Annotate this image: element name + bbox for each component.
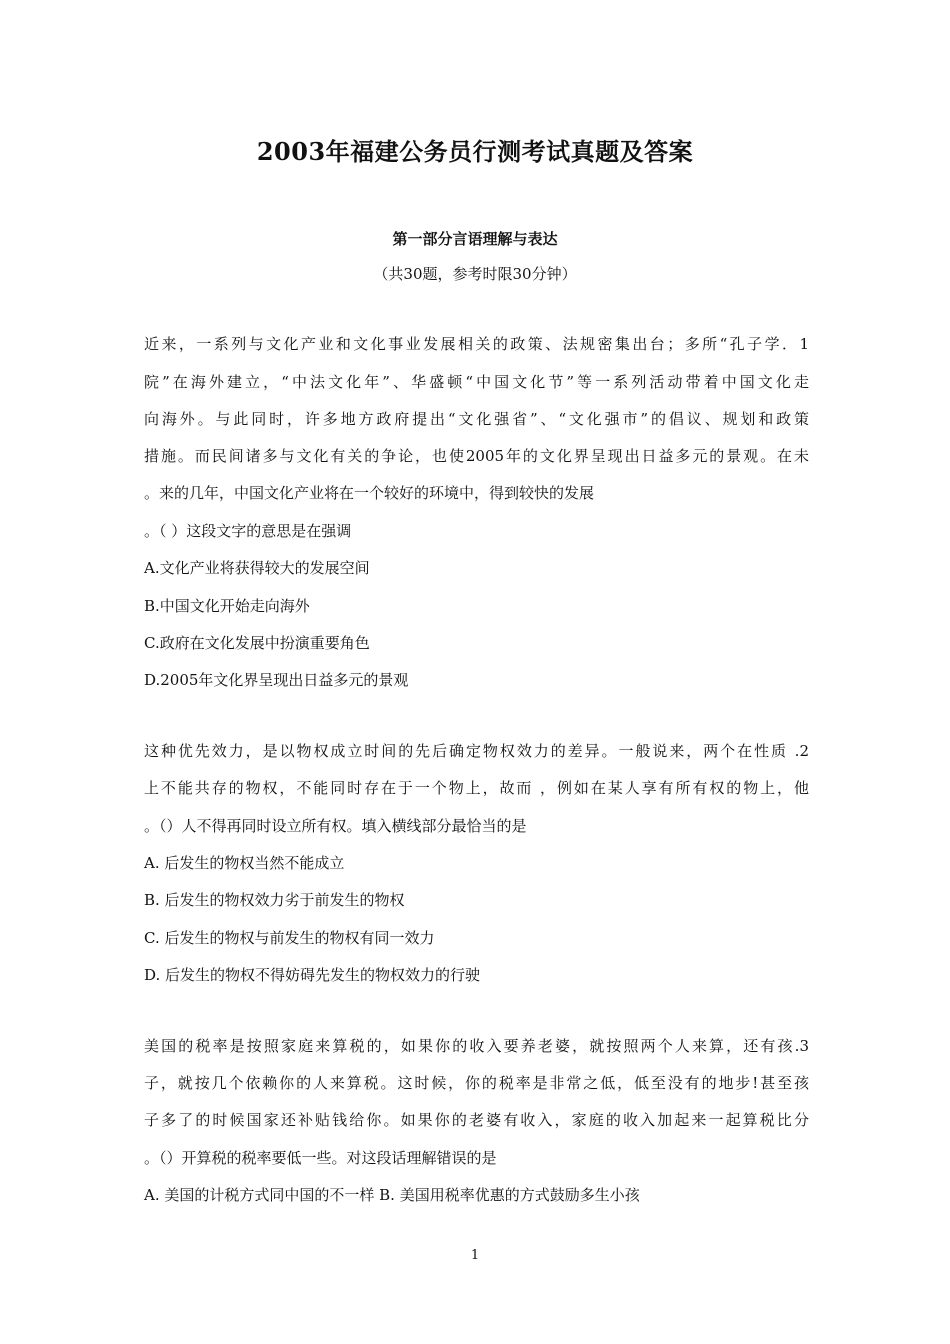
question-2-option-a: A. 后发生的物权当然不能成立 xyxy=(144,854,345,872)
question-2-option-b: B. 后发生的物权效力劣于前发生的物权 xyxy=(144,891,405,909)
question-3-line-4: 。（）开算税的税率要低一些。对这段话理解错误的是 xyxy=(144,1149,497,1167)
question-1-line-1: 近来，一系列与文化产业和文化事业发展相关的政策、法规密集出台；多所“孔子学．1 xyxy=(144,335,809,353)
question-1-line-6: 。（ ）这段文字的意思是在强调 xyxy=(144,522,352,540)
question-1-option-b: B.中国文化开始走向海外 xyxy=(144,597,310,615)
part-subtitle: （共30题，参考时限30分钟） xyxy=(373,265,577,283)
page-number: 1 xyxy=(470,1248,480,1263)
part-title: 第一部分言语理解与表达 xyxy=(392,230,558,248)
question-2-option-d: D. 后发生的物权不得妨碍先发生的物权效力的行驶 xyxy=(144,966,481,984)
question-1-line-5: 。来的几年，中国文化产业将在一个较好的环境中，得到较快的发展 xyxy=(144,484,595,502)
question-1-line-3: 向海外。与此同时，许多地方政府提出“文化强省”、“文化强市”的倡议、规划和政策 xyxy=(144,410,809,428)
question-3-option-ab: A. 美国的计税方式同中国的不一样 B. 美国用税率优惠的方式鼓励多生小孩 xyxy=(144,1186,640,1204)
question-3-line-2: 子，就按几个依赖你的人来算税。这时候，你的税率是非常之低，低至没有的地步!甚至孩 xyxy=(144,1074,809,1092)
question-2-line-2: 上不能共存的物权，不能同时存在于一个物上，故而 ，例如在某人享有所有权的物上，他 xyxy=(144,779,809,797)
document-title: 2003年福建公务员行测考试真题及答案 xyxy=(256,137,694,166)
question-2-line-1: 这种优先效力，是以物权成立时间的先后确定物权效力的差异。一般说来，两个在性质 .2 xyxy=(144,742,809,760)
question-1-line-2: 院”在海外建立，“中法文化年”、华盛顿“中国文化节”等一系列活动带着中国文化走 xyxy=(144,373,809,391)
question-1-option-d: D.2005年文化界呈现出日益多元的景观 xyxy=(144,671,409,689)
question-2-option-c: C. 后发生的物权与前发生的物权有同一效力 xyxy=(144,929,435,947)
question-1-option-c: C.政府在文化发展中扮演重要角色 xyxy=(144,634,370,652)
question-3-line-1: 美国的税率是按照家庭来算税的，如果你的收入要养老婆，就按照两个人来算，还有孩.3 xyxy=(144,1037,809,1055)
question-3-line-3: 子多了的时候国家还补贴钱给你。如果你的老婆有收入，家庭的收入加起来一起算税比分 xyxy=(144,1111,809,1129)
question-1-line-4: 措施。而民间诸多与文化有关的争论，也使2005年的文化界呈现出日益多元的景观。在未 xyxy=(144,447,809,465)
question-2-line-3: 。（）人不得再同时设立所有权。填入横线部分最恰当的是 xyxy=(144,817,527,835)
question-1-option-a: A.文化产业将获得较大的发展空间 xyxy=(144,559,370,577)
